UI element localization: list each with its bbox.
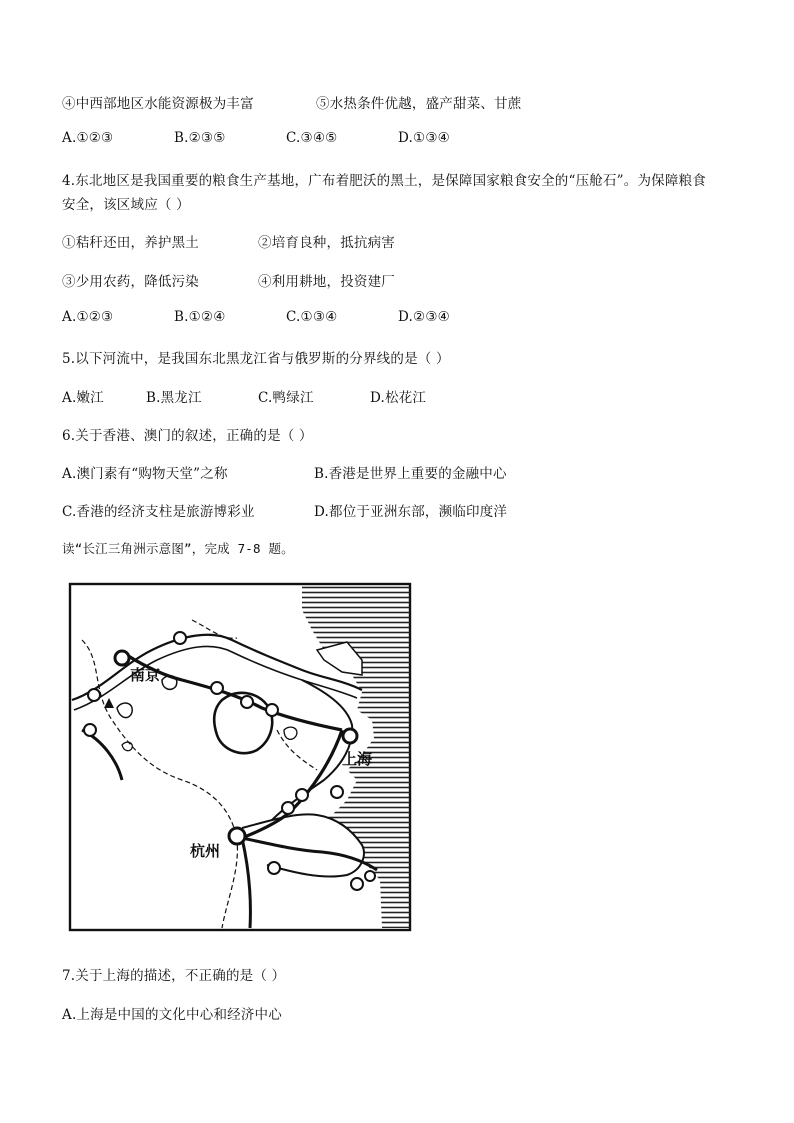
q5-option-c[interactable]: C.鸭绿江 [258, 390, 314, 406]
map-intro: 读“长江三角洲示意图”，完成 7-8 题。 [62, 541, 294, 556]
q5-option-a[interactable]: A.嫩江 [62, 390, 104, 406]
q6-option-a[interactable]: A.澳门素有“购物天堂”之称 [62, 466, 228, 482]
q4-items-row2 [62, 270, 395, 290]
q4-options [62, 309, 662, 329]
q4-option-a[interactable]: A.①②③ [62, 309, 114, 325]
q4-stem-line1: 4.东北地区是我国重要的粮食生产基地，广布着肥沃的黑土，是保障国家粮食安全的“压舱石”。为保障粮食 [62, 173, 706, 189]
label-nanjing: 南京 [130, 666, 161, 684]
q6-option-c[interactable]: C.香港的经济支柱是旅游博彩业 [62, 504, 255, 520]
q3-option-b[interactable]: B.②③⑤ [174, 130, 226, 146]
q5-option-b[interactable]: B.黑龙江 [146, 390, 202, 406]
q4-option-c[interactable]: C.①③④ [286, 309, 338, 325]
q4-option-b[interactable]: B.①②④ [174, 309, 226, 325]
q3-item4: ④中西部地区水能资源极为丰富 [62, 96, 254, 112]
q3-option-a[interactable]: A.①②③ [62, 130, 114, 146]
label-shanghai: 上海 [342, 750, 373, 768]
q3-item5: ⑤水热条件优越，盛产甜菜、甘蔗 [316, 96, 522, 112]
q6-stem: 6.关于香港、澳门的叙述，正确的是（ ） [62, 428, 313, 444]
q4-item3: ③少用农药，降低污染 [62, 274, 199, 290]
q6-option-b[interactable]: B.香港是世界上重要的金融中心 [314, 466, 507, 482]
q3-option-c[interactable]: C.③④⑤ [286, 130, 338, 146]
q6-option-d[interactable]: D.都位于亚洲东部，濒临印度洋 [314, 504, 508, 520]
q5-options [62, 386, 662, 406]
yangtze-delta-map [62, 580, 418, 936]
label-hangzhou: 杭州 [190, 842, 221, 860]
q7-option-a[interactable]: A.上海是中国的文化中心和经济中心 [62, 1007, 282, 1023]
q4-items-row1 [62, 231, 395, 251]
q3-option-d[interactable]: D.①③④ [398, 130, 450, 146]
q6-options-row1 [62, 462, 507, 482]
q7-stem: 7.关于上海的描述，不正确的是（ ） [62, 968, 286, 984]
q6-options-row2 [62, 500, 508, 520]
q5-stem: 5.以下河流中，是我国东北黑龙江省与俄罗斯的分界线的是（ ） [62, 351, 450, 367]
q5-option-d[interactable]: D.松花江 [370, 390, 427, 406]
q4-item2: ②培育良种，抵抗病害 [258, 235, 395, 251]
q4-option-d[interactable]: D.②③④ [398, 309, 450, 325]
q4-item4: ④利用耕地，投资建厂 [258, 274, 395, 290]
q3-options [62, 130, 662, 150]
q3-items-row [62, 92, 522, 112]
q4-item1: ①秸秆还田，养护黑土 [62, 235, 199, 251]
q4-stem-line2: 安全，该区域应（ ） [62, 197, 190, 213]
